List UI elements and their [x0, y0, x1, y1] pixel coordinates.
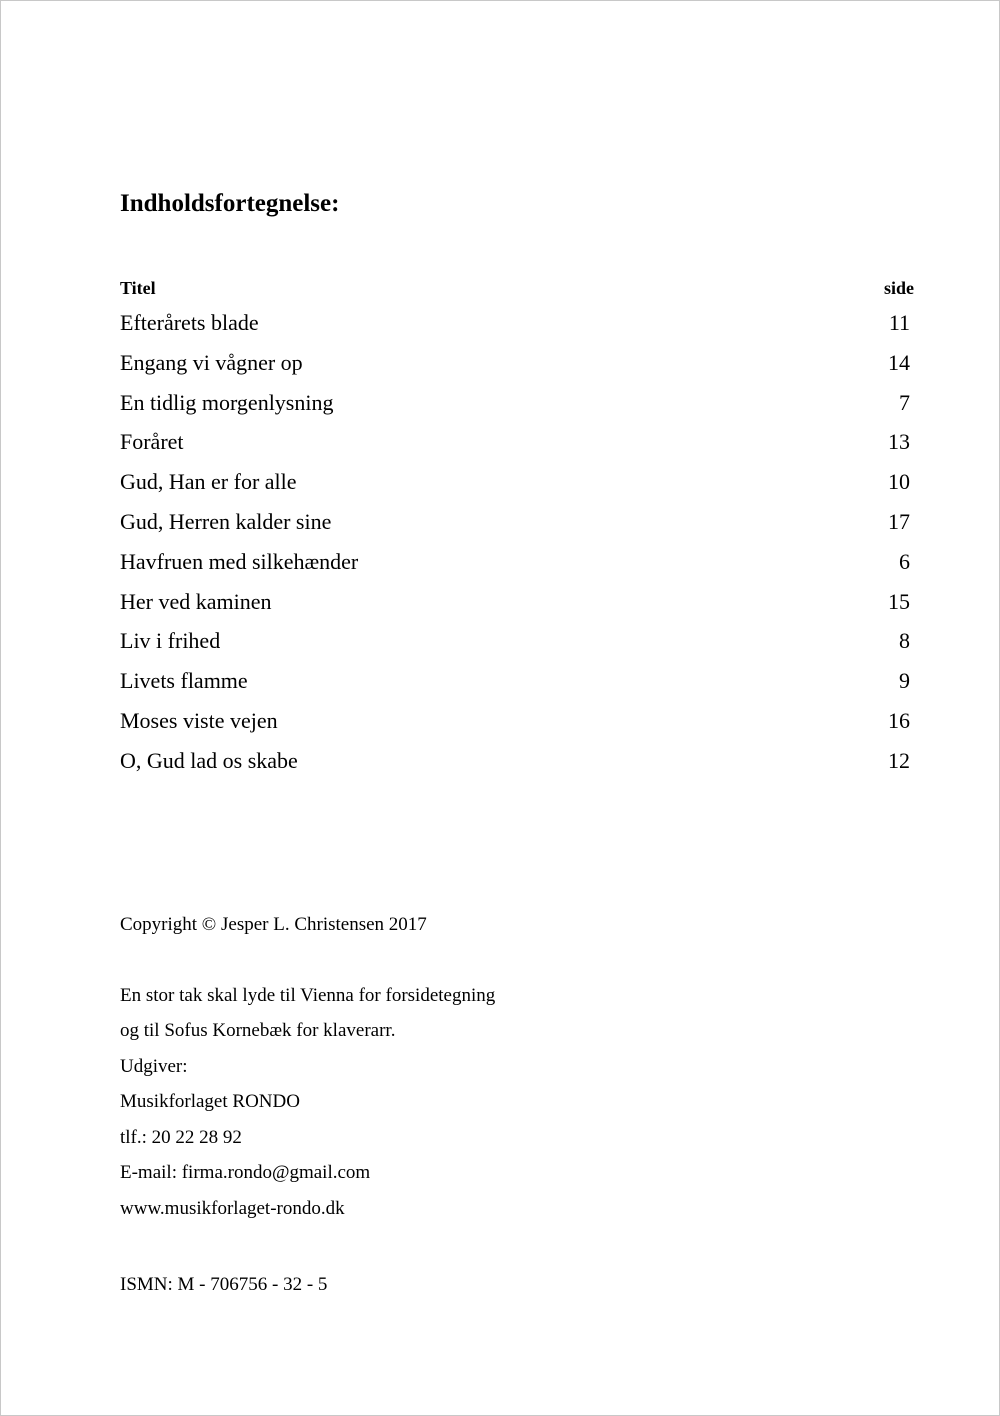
- toc-entry-page: 16: [888, 707, 910, 733]
- toc-entry-page: 6: [899, 548, 910, 574]
- thanks-line-2: og til Sofus Kornebæk for klaverarr.: [120, 1020, 396, 1041]
- toc-entry-page: 8: [899, 628, 910, 654]
- toc-entry: [120, 705, 910, 745]
- toc-entry-title: Moses viste vejen: [120, 707, 278, 733]
- publisher-phone: tlf.: 20 22 28 92: [120, 1126, 242, 1148]
- column-header-title: Titel: [120, 278, 156, 298]
- toc-entry-title: Efterårets blade: [120, 310, 259, 335]
- thanks-line-1: En stor tak skal lyde til Vienna for forsidetegning: [120, 984, 496, 1006]
- ismn-number: ISMN: M - 706756 - 32 - 5: [120, 1274, 328, 1295]
- toc-entry: [120, 466, 910, 506]
- toc-entry: [120, 745, 910, 785]
- publisher-website: www.musikforlaget-rondo.dk: [120, 1197, 345, 1219]
- toc-entry: [120, 307, 910, 347]
- toc-entry-page: 12: [888, 747, 910, 773]
- toc-column-headers: [120, 275, 914, 301]
- toc-list: [120, 307, 910, 785]
- toc-entry-page: 13: [888, 429, 910, 455]
- toc-entry-title: Her ved kaminen: [120, 588, 272, 614]
- toc-entry-page: 14: [888, 349, 910, 375]
- toc-entry: [120, 546, 910, 586]
- toc-entry-title: Gud, Han er for alle: [120, 469, 297, 495]
- toc-heading: Indholdsfortegnelse:: [120, 190, 340, 217]
- toc-entry: [120, 387, 910, 427]
- toc-entry-title: En tidlig morgenlysning: [120, 389, 334, 415]
- publisher-label: Udgiver:: [120, 1055, 188, 1077]
- toc-entry: [120, 426, 910, 466]
- toc-entry-page: 9: [899, 668, 910, 694]
- toc-entry: [120, 625, 910, 665]
- toc-entry-page: 17: [888, 508, 910, 534]
- toc-entry: [120, 506, 910, 546]
- toc-entry: [120, 665, 910, 705]
- colophon: [120, 909, 820, 1295]
- toc-entry-title: O, Gud lad os skabe: [120, 747, 298, 773]
- toc-entry-title: Engang vi vågner op: [120, 349, 303, 375]
- toc-entry-page: 15: [888, 588, 910, 614]
- column-header-page: side: [883, 278, 914, 298]
- toc-entry-title: Livets flamme: [120, 668, 248, 694]
- publisher-email: E-mail: firma.rondo@gmail.com: [120, 1162, 371, 1183]
- toc-entry-page: 11: [888, 310, 910, 335]
- toc-entry-title: Gud, Herren kalder sine: [120, 508, 332, 534]
- copyright-notice: Copyright © Jesper L. Christensen 2017: [120, 914, 427, 935]
- toc-entry-page: 10: [888, 469, 910, 495]
- publisher-name: Musikforlaget RONDO: [120, 1091, 300, 1112]
- toc-entry-title: Liv i frihed: [120, 628, 221, 654]
- toc-entry: [120, 586, 910, 626]
- toc-entry-title: Havfruen med silkehænder: [120, 548, 359, 574]
- toc-entry: [120, 347, 910, 387]
- toc-entry-page: 7: [899, 389, 910, 415]
- toc-entry-title: Foråret: [120, 429, 184, 455]
